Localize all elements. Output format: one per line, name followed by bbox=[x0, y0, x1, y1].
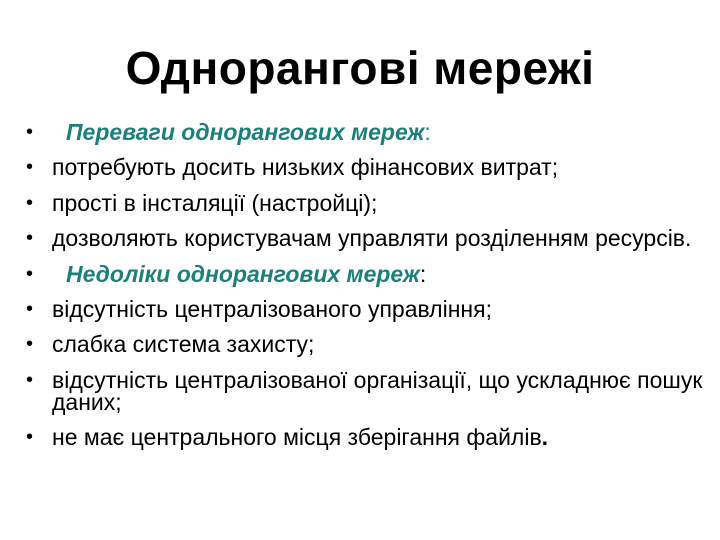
bullet-marker: • bbox=[26, 191, 34, 214]
advantage-text: прості в інсталяції (настройці); bbox=[52, 189, 378, 216]
bullet-marker: • bbox=[26, 368, 34, 391]
disadvantages-heading: Недоліки однорангових мереж bbox=[66, 260, 420, 287]
bullet-marker: • bbox=[26, 333, 34, 356]
disadvantage-text: не має центрального місця зберігання файлів bbox=[52, 424, 542, 451]
bullet-list bbox=[26, 121, 706, 462]
bullet-marker: • bbox=[26, 426, 34, 449]
slide-title: Однорангові мережі bbox=[125, 42, 595, 94]
disadvantage-text: відсутність централізованої організації, що ускладнює пошук даних; bbox=[52, 366, 703, 415]
bullet-marker: • bbox=[26, 262, 34, 285]
disadvantage-text: слабка система захисту; bbox=[52, 331, 315, 358]
disadvantages-heading-colon: : bbox=[419, 260, 427, 287]
advantage-item bbox=[26, 225, 706, 252]
bullet-marker: • bbox=[26, 156, 34, 179]
advantage-text: потребують досить низьких фінансових витрат; bbox=[52, 154, 559, 181]
advantage-item bbox=[26, 154, 706, 181]
advantages-heading: Переваги однорангових мереж bbox=[66, 119, 425, 145]
bullet-marker: • bbox=[26, 121, 34, 143]
advantages-heading-item bbox=[26, 121, 706, 143]
advantages-heading-colon: : bbox=[424, 119, 431, 145]
disadvantage-item bbox=[26, 366, 706, 415]
disadvantages-heading-item bbox=[26, 260, 706, 287]
bullet-marker: • bbox=[26, 227, 34, 250]
disadvantage-item bbox=[26, 331, 706, 358]
bullet-marker: • bbox=[26, 297, 34, 320]
disadvantage-item bbox=[26, 424, 706, 451]
disadvantage-text: відсутність централізованого управління; bbox=[52, 295, 492, 322]
advantage-text: дозволяють користувачам управляти розділенням ресурсів. bbox=[52, 225, 692, 252]
final-period: . bbox=[541, 424, 549, 451]
advantage-item bbox=[26, 189, 706, 216]
disadvantage-item bbox=[26, 295, 706, 322]
